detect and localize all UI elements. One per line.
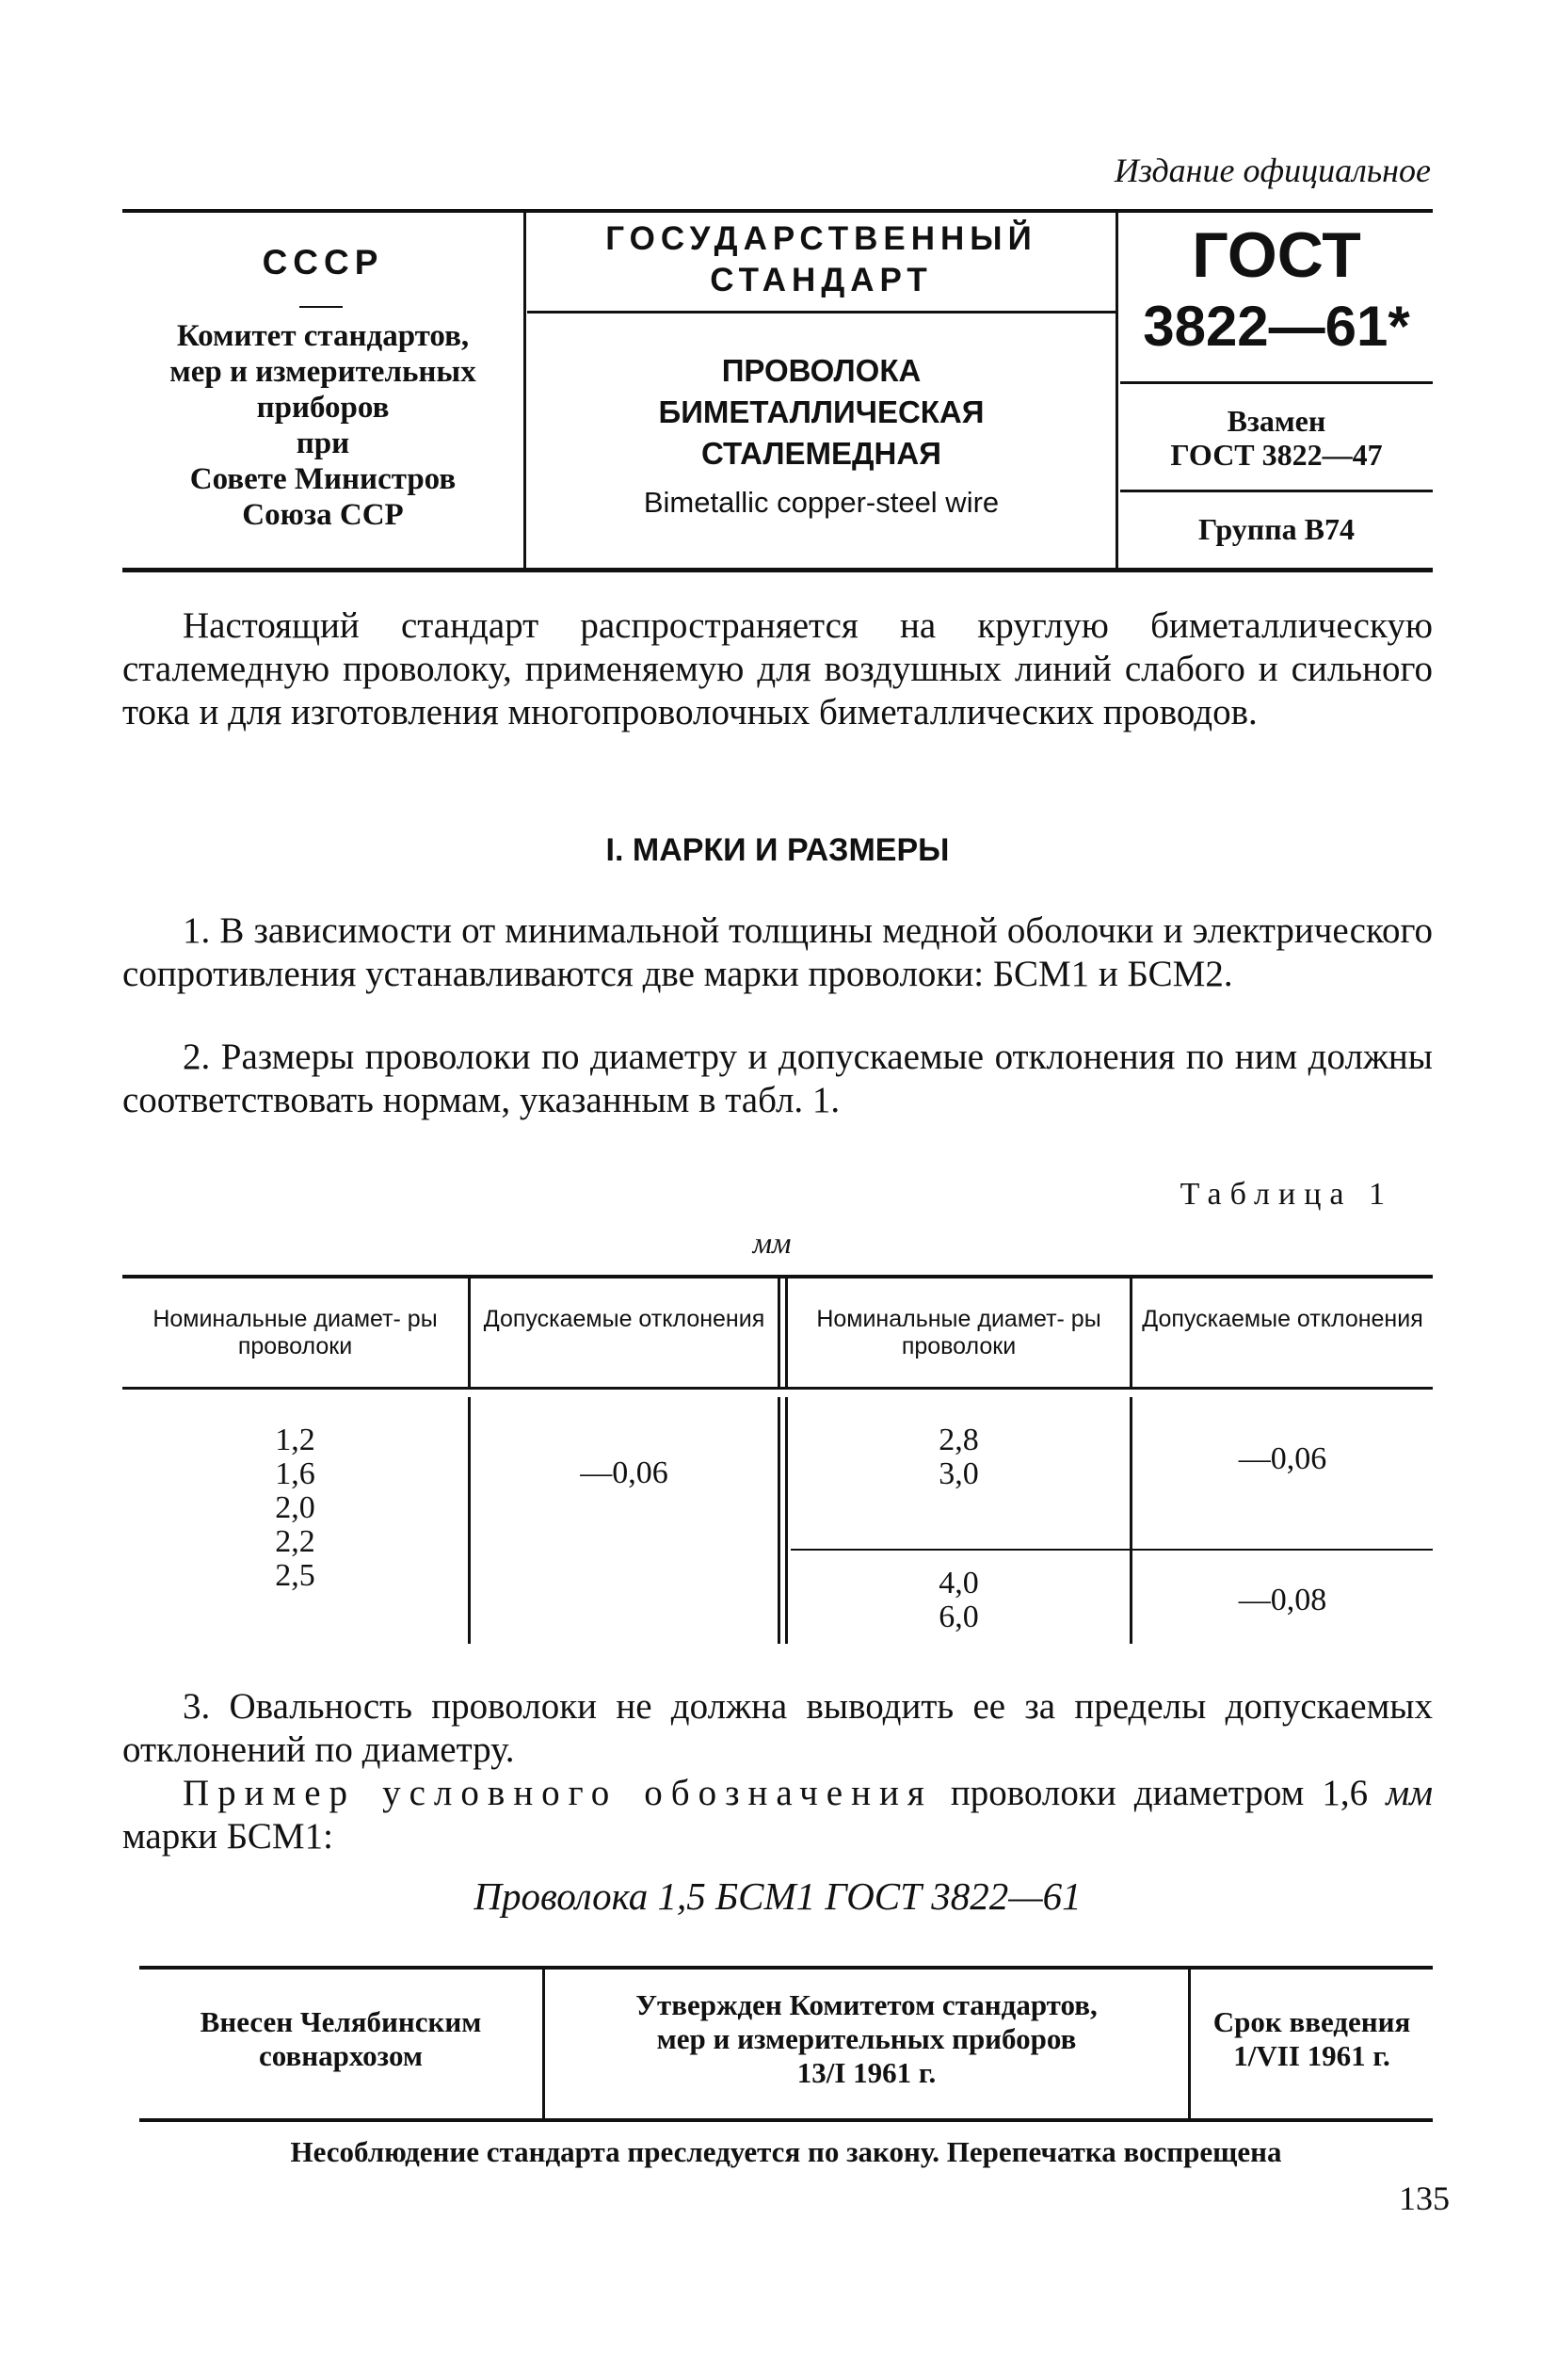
header-bottom-rule: [122, 568, 1433, 572]
standard-type-line: ГОСУДАРСТВЕННЫЙ: [605, 220, 1037, 257]
replaces-label: Взамен: [1227, 404, 1326, 438]
table-cell: 1,2: [275, 1423, 315, 1457]
table-cell: 6,0: [939, 1600, 979, 1634]
country-label: СССР: [262, 243, 384, 281]
page-number: 135: [1399, 2179, 1450, 2217]
document-title: [527, 350, 1116, 474]
table-unit: мм: [752, 1226, 792, 1260]
standard-type: [527, 218, 1116, 301]
introduced-line: совнархозом: [259, 2039, 423, 2072]
committee-line: Совете Министров: [189, 462, 457, 496]
header-top-rule: [122, 209, 1433, 213]
effective-line: Срок введения: [1212, 2005, 1411, 2038]
paragraph-3: 3. Овальность проволоки не должна выводить ее за пределы допускаемых отклонений по диаметру.: [122, 1686, 1433, 1770]
right-group2-diameters: [788, 1567, 1130, 1634]
table-cell: 1,6: [275, 1456, 315, 1491]
header-middle-rule: [527, 311, 1116, 314]
footer-top-rule: [139, 1966, 1433, 1970]
intro-paragraph: Настоящий стандарт распространяется на круглую биметаллическую сталемедную проволоку, применяемую для воздушных линий слабого и сильного тока и для изготовления многопроволочных биметаллических проводов.: [122, 605, 1433, 732]
table-cell: 2,2: [275, 1524, 315, 1559]
table-cell: 2,8: [939, 1423, 979, 1457]
committee-line: приборов: [256, 391, 390, 425]
example-tail: марки БСМ1:: [122, 1816, 333, 1857]
committee-line: при: [296, 426, 350, 460]
left-deviation: —0,06: [580, 1455, 668, 1490]
effective-line: 1/VII 1961 г.: [1233, 2039, 1390, 2072]
standard-type-line: СТАНДАРТ: [710, 262, 933, 298]
table-group-rule: [791, 1549, 1433, 1551]
example-paragraph: [122, 1772, 1433, 1858]
table-cell: 2,5: [275, 1558, 315, 1593]
example-designation: Проволока 1,5 БСМ1 ГОСТ 3822—61: [474, 1874, 1082, 1918]
country-dash: [299, 306, 343, 308]
effective-date: [1191, 2005, 1433, 2073]
title-line: ПРОВОЛОКА: [721, 353, 922, 388]
header-right-rule-1: [1120, 381, 1433, 384]
example-lead: Пример условного обозначения: [183, 1773, 933, 1813]
replaces-value: ГОСТ 3822—47: [1170, 438, 1383, 472]
table-header-diameter-right: Номинальные диамет- ры проволоки: [816, 1306, 1101, 1359]
left-diameters: [122, 1423, 468, 1593]
right-group1-diameters: [788, 1423, 1130, 1491]
paragraph-2: 2. Размеры проволоки по диаметру и допускаемые отклонения по ним должны соответствовать нормам, указанным в табл. 1.: [122, 1037, 1433, 1120]
legal-notice: Несоблюдение стандарта преследуется по закону. Перепечатка воспрещена: [290, 2135, 1282, 2168]
committee-line: мер и измерительных: [169, 355, 476, 389]
header-divider-right: [1116, 213, 1118, 568]
approved-line: 13/I 1961 г.: [796, 2056, 937, 2089]
table-header-deviation-right: Допускаемые отклонения: [1142, 1306, 1423, 1332]
edition-note: Издание официальное: [1114, 152, 1431, 189]
approved-by: [545, 1988, 1188, 2090]
committee-block: [122, 318, 523, 533]
group-label: Группа В74: [1198, 512, 1355, 546]
table-header-rule: [122, 1387, 1433, 1390]
table-header-diameter-left: Номинальные диамет- ры проволоки: [152, 1306, 438, 1359]
gost-number: 3822—61*: [1143, 295, 1410, 358]
example-rest: проволоки диаметром 1,6: [932, 1773, 1387, 1813]
table-body-double-divider-a: [778, 1397, 780, 1644]
table-cell: 3,0: [939, 1456, 979, 1491]
right-group2-deviation: —0,08: [1238, 1583, 1327, 1617]
committee-line: Союза ССР: [242, 498, 404, 532]
table-caption: Таблица 1: [1180, 1177, 1393, 1212]
table-body-divider-1: [468, 1397, 471, 1644]
section-heading: I. МАРКИ И РАЗМЕРЫ: [605, 832, 950, 868]
header-divider-left: [523, 213, 526, 568]
table-cell: 4,0: [939, 1566, 979, 1600]
table-header-deviation-left: Допускаемые отклонения: [483, 1306, 765, 1332]
introduced-line: Внесен Челябинским: [200, 2005, 482, 2038]
footer-bottom-rule: [139, 2118, 1433, 2122]
title-line: БИМЕТАЛЛИЧЕСКАЯ: [658, 394, 985, 429]
title-english: Bimetallic copper-steel wire: [643, 486, 1000, 519]
approved-line: мер и измерительных приборов: [656, 2022, 1077, 2055]
gost-label: ГОСТ: [1192, 219, 1361, 291]
right-group1-deviation: —0,06: [1238, 1441, 1327, 1476]
example-unit: мм: [1386, 1773, 1433, 1813]
title-line: СТАЛЕМЕДНАЯ: [701, 436, 941, 471]
table-header-double-divider-a: [778, 1278, 780, 1387]
committee-line: Комитет стандартов,: [176, 319, 470, 353]
approved-line: Утвержден Комитетом стандартов,: [635, 1988, 1098, 2021]
table-cell: 2,0: [275, 1490, 315, 1525]
introduced-by: [139, 2005, 542, 2073]
paragraph-1: 1. В зависимости от минимальной толщины медной оболочки и электрического сопротивления устанавливаются две марки проволоки: БСМ1 и БСМ2.: [122, 910, 1433, 994]
header-right-rule-2: [1120, 490, 1433, 492]
